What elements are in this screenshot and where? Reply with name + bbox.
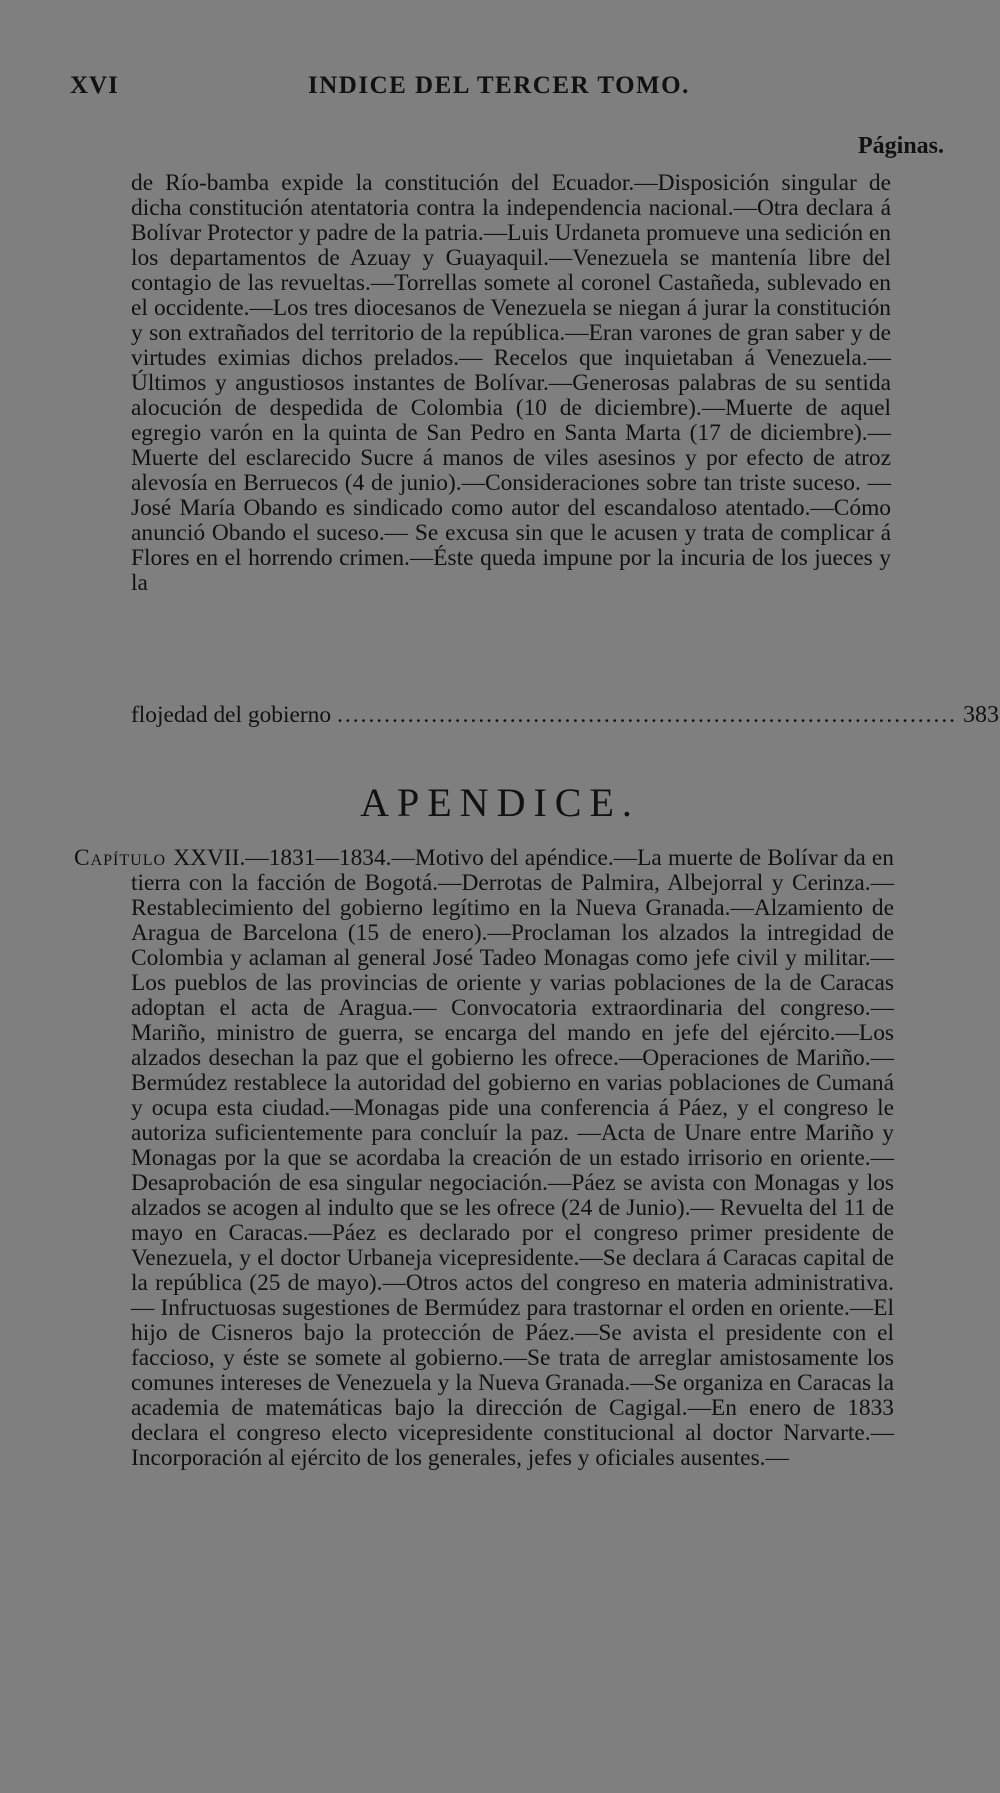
chapter-summary: XXVII.—1831—1834.—Motivo del apéndice.—La muerte de Bolívar da en tierra con la facción de Bogotá.—Derrotas de Palmira, Albejorral y Cerinza.—Restablecimiento del gobierno legítimo en la Nueva Granada.—Alzamiento de Aragua de Barcelona (15 de enero).—Proclaman los alzados la intregidad de Colombia y aclaman al general José Tadeo Monagas como jefe civil y militar.—Los pueblos de las provincias de oriente y varias poblaciones de la de Caracas adoptan el acta de Aragua.— Convocatoria extraordinaria del congreso.—Mariño, ministro de guerra, se encarga del mando en jefe del ejército.—Los alzados desechan la paz que el gobierno les ofrece.—Operaciones de Mariño.—Bermúdez restablece la autoridad del gobierno en varias poblaciones de Cumaná y ocupa esta ciudad.—Monagas pide una conferencia á Páez, y el congreso le autoriza suficientemente para concluír la paz. —Acta de Unare entre Mariño y Monagas por la que se acordaba la creación de un estado irrisorio en oriente.—Desaprobación de esa singular negociación.—Páez se avista con Monagas y los alzados se acogen al indulto que se les ofrece (24 de Junio).— Revuelta del 11 de mayo en Caracas.—Páez es declarado por el congreso primer presidente de Venezuela, y el doctor Urbaneja vicepresidente.—Se declara á Caracas capital de la república (25 de mayo).—Otros actos del congreso en materia administrativa.— Infructuosas sugestiones de Bermúdez para trastornar el orden en oriente.—El hijo de Cisneros bajo la protección de Páez.—Se avista el presidente con el faccioso, y éste se somete al gobierno.—Se trata de arreglar amistosamente los comunes intereses de Venezuela y la Nueva Granada.—Se organiza en Caracas la academia de matemáticas bajo la dirección de Cagigal.—En enero de 1833 declara el congreso electo vicepresidente constitucional al doctor Narvarte.— Incorporación al ejército de los generales, jefes y oficiales ausentes.— — [131, 845, 895, 1471]
chapter-label: Capítulo — [74, 845, 174, 871]
section-heading: APENDICE. — [360, 780, 640, 825]
chapter-entry — [74, 846, 894, 1471]
index-entry-last-line — [131, 702, 1000, 728]
running-head — [70, 72, 930, 106]
index-entry-continued — [131, 171, 891, 596]
page-folio: XVI — [70, 72, 119, 99]
running-title: INDICE DEL TERCER TOMO. — [308, 72, 690, 99]
pages-column-label: Páginas. — [857, 133, 944, 159]
index-entry-tail: flojedad del gobierno — [131, 702, 332, 728]
dot-leader: ............................................................................... — [337, 702, 958, 728]
index-entry-text: de Río-bamba expide la constitución del Ecuador.—Disposición singular de dicha constitución atentatoria contra la independencia nacional.—Otra declara á Bolívar Protector y padre de la patria.—Luis Urdaneta promueve una sedición en los departamentos de Azuay y Guayaquil.—Venezuela se mantenía libre del contagio de las revueltas.—Torrellas somete al coronel Castañeda, sublevado en el occidente.—Los tres diocesanos de Venezuela se niegan á jurar la constitución y son extrañados del territorio de la república.—Eran varones de gran saber y de virtudes eximias dichos prelados.— Recelos que inquietaban á Venezuela.—Últimos y angustiosos instantes de Bolívar.—Generosas palabras de su sentida alocución de despedida de Colombia (10 de diciembre).—Muerte de aquel egregio varón en la quinta de San Pedro en Santa Marta (17 de diciembre).— Muerte del esclarecido Sucre á manos de viles asesinos y por efecto de atroz alevosía en Berruecos (4 de junio).—Consideraciones sobre tan triste suceso. —José María Obando es sindicado como autor del escandaloso atentado.—Cómo anunció Obando el suceso.— Se excusa sin que le acusen y trata de complicar á Flores en el horrendo crimen.—Éste queda impune por la incuria de los jueces y la — [131, 170, 891, 596]
page-number-reference: 383 — [963, 702, 1000, 728]
